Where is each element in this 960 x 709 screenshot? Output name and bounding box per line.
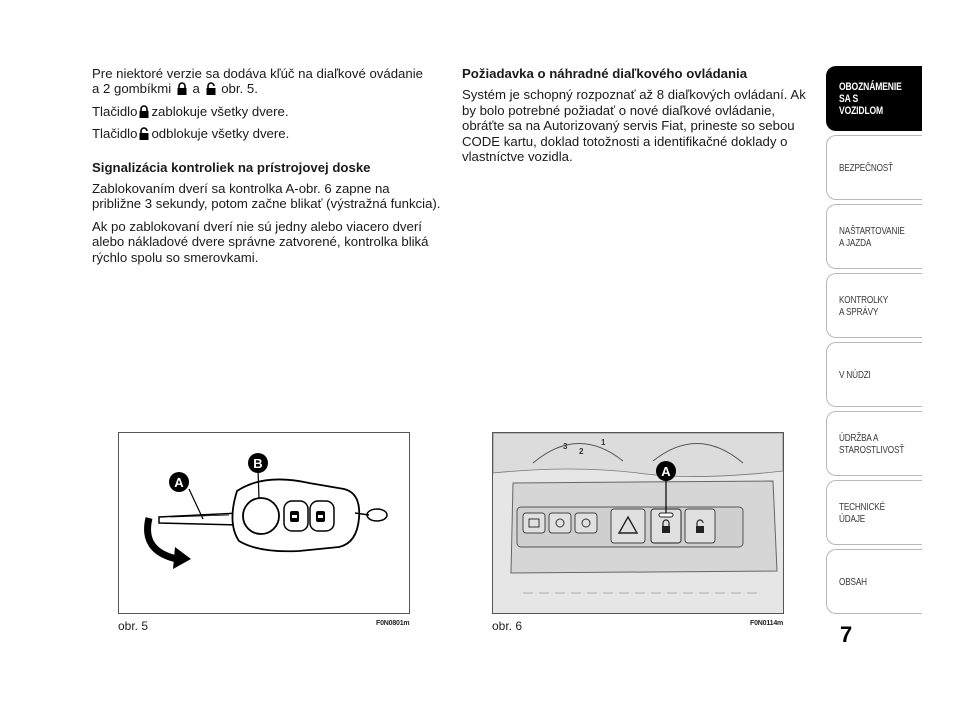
callout-a: A bbox=[661, 464, 671, 479]
tab-bezpecnost[interactable] bbox=[826, 135, 922, 200]
unlock-paragraph bbox=[92, 126, 442, 141]
dashboard-illustration bbox=[493, 433, 783, 613]
paragraph-lock-signal: Zablokovaním dverí sa kontrolka A-obr. 6 zapne na približne 3 sekundy, potom začne blikať (výstražná funkcia). bbox=[92, 181, 441, 212]
figure-dashboard-switches bbox=[492, 432, 784, 614]
tab-label: OBOZNÁMENIE SA S VOZIDLOM bbox=[839, 80, 902, 117]
unlock-icon bbox=[206, 82, 216, 95]
callout-a: A bbox=[174, 475, 184, 490]
section-heading-replacement: Požiadavka o náhradné diaľkového ovládania bbox=[462, 66, 748, 81]
paragraph-blink-signal: Ak po zablokovaní dverí nie sú jedny alebo viacero dverí alebo nákladové dvere správne zatvorené, kontrolka bliká rýchlo spolu so smerovkami. bbox=[92, 218, 429, 265]
tab-label: KONTROLKY A SPRÁVY bbox=[839, 293, 889, 318]
figure-caption-5: obr. 5 bbox=[118, 619, 149, 633]
unlock-text: odblokuje všetky dvere. bbox=[151, 126, 290, 142]
right-column bbox=[462, 66, 812, 171]
tab-label: TECHNICKÉ ÚDAJE bbox=[839, 500, 885, 525]
dial-number: 2 bbox=[579, 447, 584, 456]
dial-number: 1 bbox=[601, 438, 606, 447]
tab-udrzba[interactable] bbox=[826, 411, 922, 476]
chapter-sidebar bbox=[826, 66, 922, 618]
figure-code-5: F0N0801m bbox=[376, 620, 410, 627]
intro-text-2c: obr. 5. bbox=[221, 81, 258, 97]
tab-technicke-udaje[interactable] bbox=[826, 480, 922, 545]
tab-label: BEZPEČNOSŤ bbox=[839, 161, 893, 174]
tab-v-nudzi[interactable] bbox=[826, 342, 922, 407]
tab-label: OBSAH bbox=[839, 575, 867, 588]
intro-text-2b: a bbox=[192, 81, 200, 97]
tab-label: NAŠTARTOVANIE A JAZDA bbox=[839, 224, 905, 249]
intro-text: Pre niektoré verzie sa dodáva kľúč na diaľkové ovádanie bbox=[92, 66, 423, 81]
left-column bbox=[92, 66, 442, 272]
tab-kontrolky[interactable] bbox=[826, 273, 922, 338]
tab-obsah[interactable] bbox=[826, 549, 922, 614]
page-number: 7 bbox=[840, 622, 853, 647]
key-fob-illustration bbox=[119, 433, 409, 613]
intro-paragraph bbox=[92, 66, 442, 97]
tab-nastartovanie[interactable] bbox=[826, 204, 922, 269]
tab-label: ÚDRŽBA A STAROSTLIVOSŤ bbox=[839, 431, 905, 456]
figure-key-fob bbox=[118, 432, 410, 614]
unlock-icon bbox=[139, 127, 149, 140]
figure-caption-6: obr. 6 bbox=[492, 619, 523, 633]
callout-b: B bbox=[253, 456, 263, 471]
unlock-label: Tlačidlo bbox=[92, 126, 138, 142]
lock-icon bbox=[139, 105, 149, 118]
tab-label: V NÚDZI bbox=[839, 368, 871, 381]
lock-paragraph bbox=[92, 104, 442, 119]
lock-label: Tlačidlo bbox=[92, 103, 138, 119]
intro-text-2a: a 2 gombíkmi bbox=[92, 81, 172, 97]
dial-number: 3 bbox=[563, 442, 568, 451]
figure-code-6: F0N0114m bbox=[750, 620, 784, 627]
section-heading-warning-lights: Signalizácia kontroliek na prístrojovej doske bbox=[92, 159, 371, 175]
tab-oboznamenie[interactable] bbox=[826, 66, 922, 131]
lock-text: zablokuje všetky dvere. bbox=[151, 103, 289, 119]
lock-icon bbox=[177, 82, 187, 95]
paragraph-replacement: Systém je schopný rozpoznať až 8 diaľkových ovládaní. Ak by bolo potrebné požiadať o nové diaľkové ovládanie, obráťte sa na Autorizovaný servis Fiat, prineste so sebou CODE kartu, doklad totožnosti a identifikačné doklady o vlastníctve vozidla. bbox=[462, 87, 806, 165]
